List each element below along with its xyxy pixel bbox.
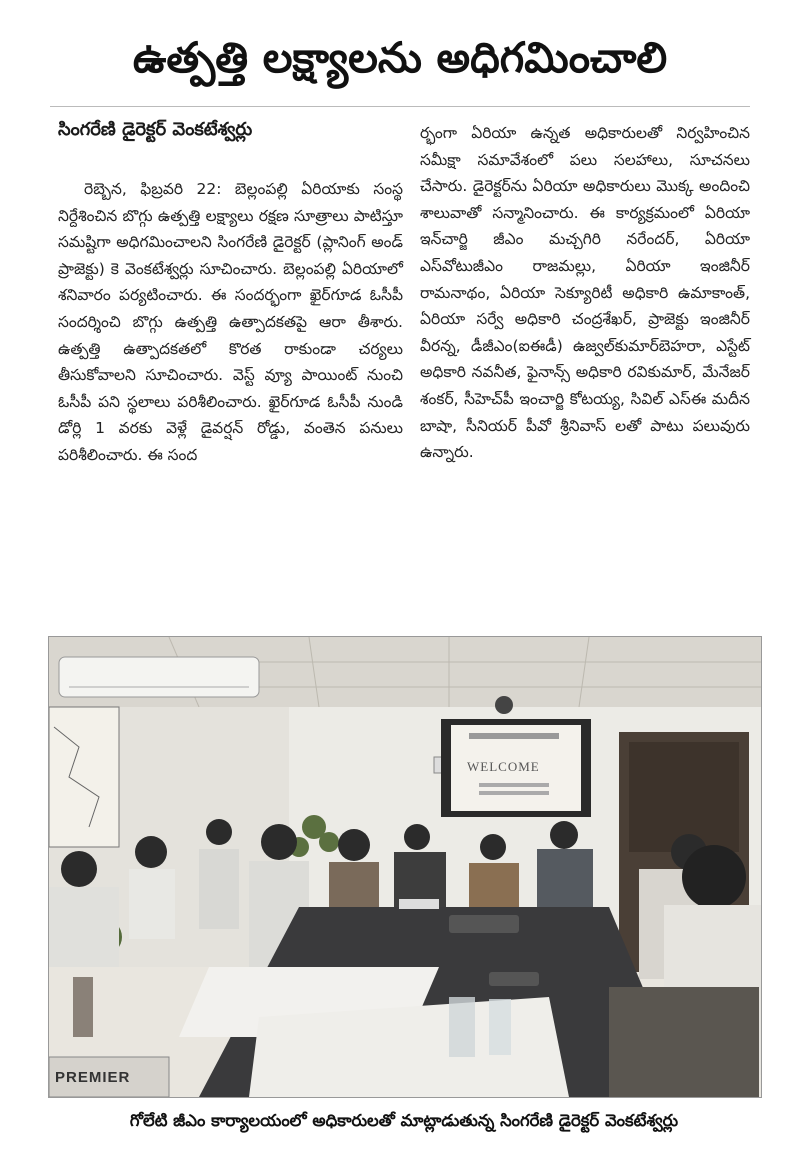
nameplate-text: PREMIER	[55, 1069, 131, 1086]
article-column-left	[58, 176, 403, 616]
article-column-right	[420, 120, 750, 616]
article-paragraph-left: రెబ్బెన, ఫిబ్రవరి 22: బెల్లంపల్లి ఏరియాకు సంస్థ నిర్దేశించిన బొగ్గు ఉత్పత్తి లక్ష్యాలు రక్షణ సూత్రాలు పాటిస్తూ సమష్టిగా అధిగమించాలని సింగరేణి డైరెక్టర్ (ప్లానింగ్ అండ్ ప్రాజెక్టు) కె వెంకటేశ్వర్లు సూచించారు. బెల్లంపల్లి ఏరియాలో శనివారం పర్యటించారు. ఈ సందర్భంగా ఖైర్‌గూడ ఓసీపీ సందర్శించి బొగ్గు ఉత్పత్తి ఉత్పాదకతపై ఆరా తీశారు. ఉత్పత్తి ఉత్పాదకతలో కొరత రాకుండా చర్యలు తీసుకోవాలని సూచించారు. వెస్ట్ వ్యూ పాయింట్ నుంచి ఓసీపీ పని స్థలాలు పరిశీలించారు. ఖైర్‌గూడ ఓసీపీ నుండి డోర్లి 1 వరకు వెళ్లే డైవర్షన్ రోడ్డు, వంతెన పనులు పరిశీలించారు. ఈ సంద	[58, 180, 403, 464]
article-headline: ఉత్పత్తి లక్ష్యాలను అధిగమించాలి	[132, 33, 668, 82]
photo-caption: గోలేటి జీఎం కార్యాలయంలో అధికారులతో మాట్లాడుతున్న సింగరేణి డైరెక్టర్ వెంకటేశ్వర్లు	[129, 1111, 679, 1130]
meeting-photo	[48, 636, 762, 1098]
article-paragraph-right: ర్భంగా ఏరియా ఉన్నత అధికారులతో నిర్వహించిన సమీక్షా సమావేశంలో పలు సలహాలు, సూచనలు చేసారు. డైరెక్టర్‌ను ఏరియా అధికారులు మొక్క అందించి శాలువాతో సన్మానించారు. ఈ కార్యక్రమంలో ఏరియా ఇన్‌చార్జి జీఎం మచ్చగిరి నరేందర్, ఏరియా ఎస్‌వోటుజీఎం రాజమల్లు, ఏరియా ఇంజినీర్ రామనాథం, ఏరియా సెక్యూరిటీ అధికారి ఉమాకాంత్, ఏరియా సర్వే అధికారి చంద్రశేఖర్, ప్రాజెక్టు ఇంజినీర్ వీరన్న, డీజీఎం(ఐఈడీ) ఉజ్వల్‌కుమార్‌బెహరా, ఎస్టేట్ అధికారి నవనీత, ఫైనాన్స్ అధికారి రవికుమార్, మేనేజర్ శంకర్, సీహెచ్‌పీ ఇంచార్జి కోటయ్య, సివిల్ ఎస్ఈ మదీన బాషా, సీనియర్ పీవో శ్రీనివాస్ లతో పాటు పలువురు ఉన్నారు.	[420, 124, 750, 462]
meeting-photo-illustration	[49, 637, 761, 1097]
headline-divider	[50, 106, 750, 107]
article-byline: సింగరేణి డైరెక్టర్ వెంకటేశ్వర్లు	[58, 119, 253, 140]
screen-welcome-text: WELCOME	[467, 759, 540, 774]
